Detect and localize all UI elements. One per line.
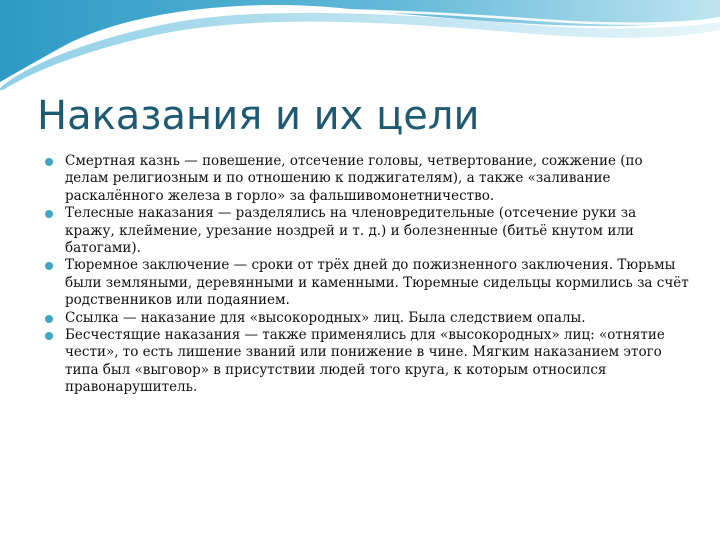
bullet-dot-icon: [45, 315, 53, 323]
bullet-dot-icon: [45, 158, 53, 166]
bullet-item-exile: [45, 310, 690, 327]
bullet-text: Тюремное заключение — сроки от трёх дней до пожизненного заключения. Тюрьмы были земляными, деревянными и каменными. Тюремные сидельцы кормились за счёт родственников или подаянием.: [65, 257, 689, 309]
bullet-dot-icon: [45, 332, 53, 340]
slide-title: Наказания и их цели: [37, 93, 480, 139]
bullet-item-dishonoring-punishment: [45, 327, 690, 397]
decorative-wave-banner: [0, 0, 720, 90]
bullet-dot-icon: [45, 262, 53, 270]
bullet-item-death-penalty: [45, 153, 690, 205]
bullet-text: Бесчестящие наказания — также применялись для «высокородных» лиц: «отнятие чести», то есть лишение званий или понижение в чине. Мягким наказанием этого типа был «выговор» в присутствии людей того круга, к которым относился правонарушитель.: [65, 327, 665, 396]
bullet-text: Смертная казнь — повешение, отсечение головы, четвертование, сожжение (по делам религиозным и по отношению к поджигателям), а также «заливание раскалённого железа в горло» за фальшивомонетничество.: [65, 153, 643, 204]
bullet-list: [45, 153, 690, 397]
bullet-dot-icon: [45, 210, 53, 218]
bullet-text: Телесные наказания — разделялись на членовредительные (отсечение руки за кражу, клеймение, урезание ноздрей и т. д.) и болезненные (битьё кнутом или батогами).: [65, 205, 637, 257]
bullet-item-corporal-punishment: [45, 205, 690, 257]
bullet-item-imprisonment: [45, 257, 690, 309]
bullet-text: Ссылка — наказание для «высокородных» лиц. Была следствием опалы.: [65, 309, 586, 326]
